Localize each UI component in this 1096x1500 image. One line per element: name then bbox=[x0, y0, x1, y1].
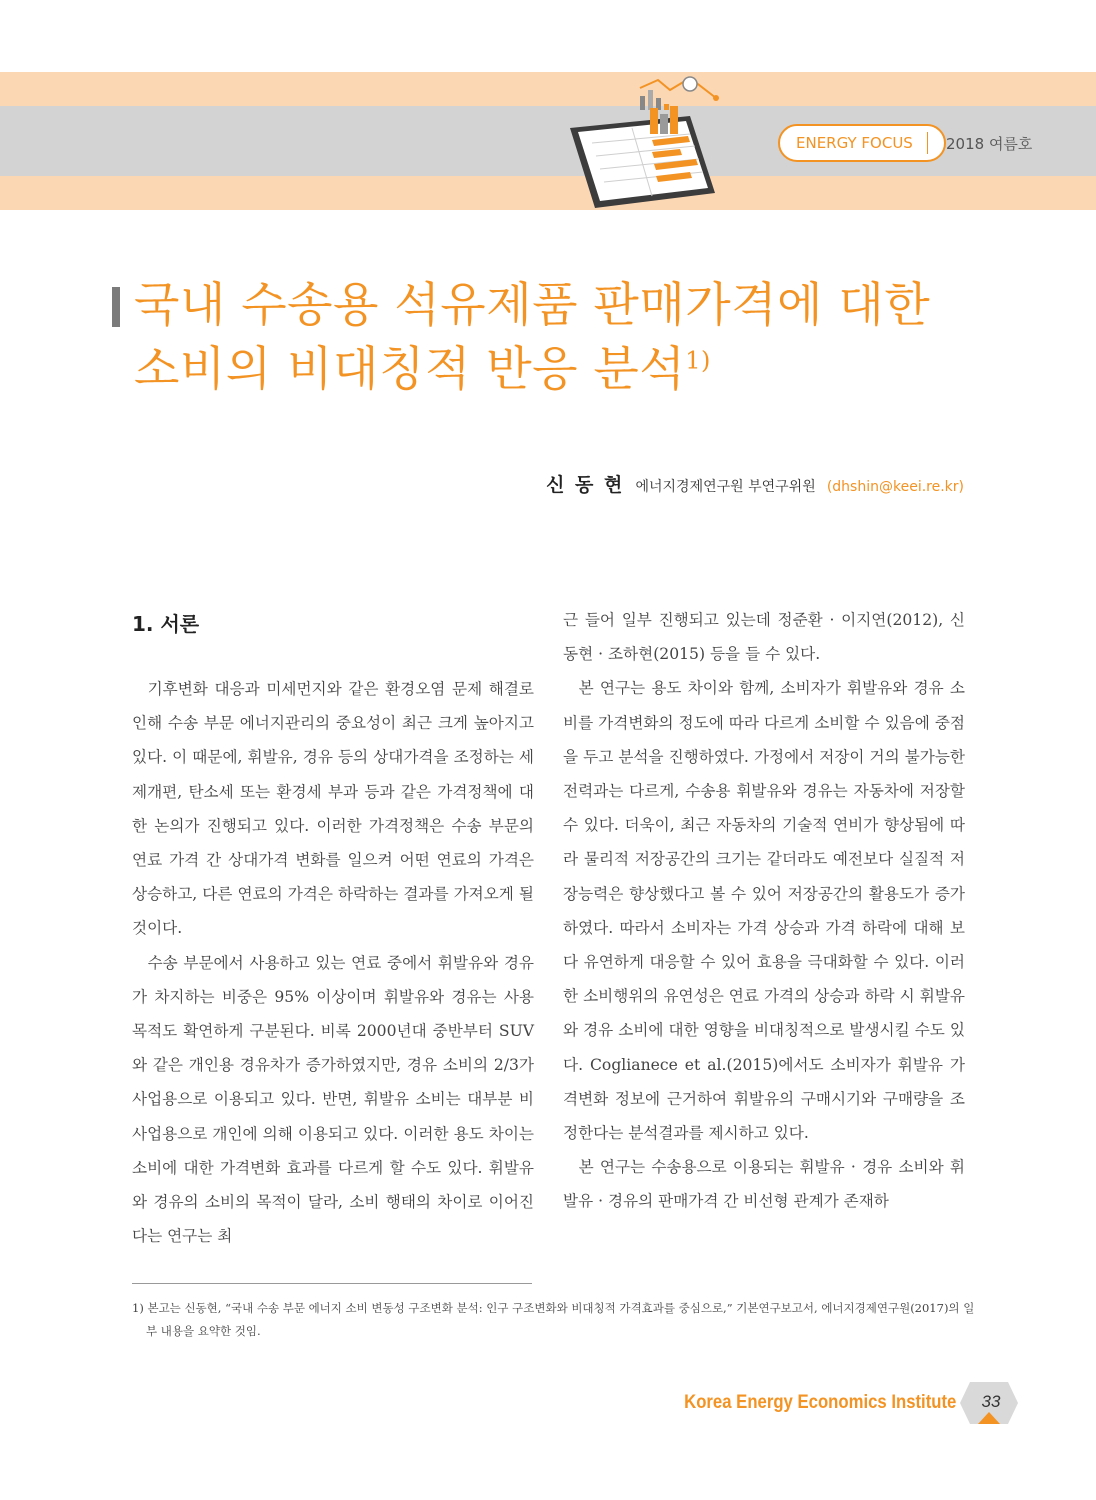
body-paragraph: 기후변화 대응과 미세먼지와 같은 환경오염 문제 해결로 인해 수송 부문 에너지관리의 중요성이 최근 크게 높아지고 있다. 이 때문에, 휘발유, 경유 등의 상대가격을 조정하는 세제개편, 탄소세 또는 환경세 부과 등과 같은 가격정책에 대한 논의가 진행되고 있다. 이러한 가격정책은 수송 부문의 연료 가격 간 상대가격 변화를 일으켜 어떤 연료의 가격은 상승하고, 다른 연료의 가격은 하락하는 결과를 가져오게 될 것이다. bbox=[132, 680, 534, 938]
footer-institute: Korea Energy Economics Institute bbox=[683, 1392, 956, 1413]
author-name: 신 동 현 bbox=[546, 474, 625, 496]
header-issue: 2018 여름호 bbox=[946, 135, 1033, 153]
body-paragraph: 근 들어 일부 진행되고 있는데 정준환 · 이지연(2012), 신동현 · 조하현(2015) 등을 들 수 있다. bbox=[563, 611, 965, 664]
title-line-2: 소비의 비대칭적 반응 분석 bbox=[134, 342, 686, 397]
title-accent-bar bbox=[112, 287, 120, 327]
tablet-bar-chart-illustration bbox=[540, 68, 740, 218]
page-number: 33 bbox=[981, 1392, 1001, 1411]
author-email: (dhshin@keei.re.kr) bbox=[826, 479, 964, 495]
header-tag-divider bbox=[927, 132, 928, 154]
header-tag-label: ENERGY FOCUS bbox=[796, 134, 913, 152]
title-line-1: 국내 수송용 석유제품 판매가격에 대한 bbox=[134, 278, 931, 333]
body-paragraph: 수송 부문에서 사용하고 있는 연료 중에서 휘발유와 경유가 차지하는 비중은 95% 이상이며 휘발유와 경유는 사용 목적도 확연하게 구분된다. 비록 2000년대 중반부터 SUV와 같은 개인용 경유차가 증가하였지만, 경유 소비의 2/3가 사업용으로 이용되고 있다. 반면, 휘발유 소비는 대부분 비사업용으로 개인에 의해 이용되고 있다. 이러한 용도 차이는 소비에 대한 가격변화 효과를 다르게 할 수도 있다. 휘발유와 경유의 소비의 목적이 달라, 소비 행태의 차이로 이어진다는 연구는 최 bbox=[132, 953, 534, 1246]
section-heading: 1. 서론 bbox=[132, 612, 200, 636]
body-paragraph: 본 연구는 용도 차이와 함께, 소비자가 휘발유와 경유 소비를 가격변화의 정도에 따라 다르게 소비할 수 있음에 중점을 두고 분석을 진행하였다. 가정에서 저장이 거의 불가능한 전력과는 다르게, 수송용 휘발유와 경유는 자동차에 저장할 수 있다. 더욱이, 최근 자동차의 기술적 연비가 향상됨에 따라 물리적 저장공간의 크기는 같더라도 예전보다 실질적 저장능력은 향상했다고 볼 수 있어 저장공간의 활용도가 증가하였다. 따라서 소비자는 가격 상승과 가격 하락에 대해 보다 유연하게 대응할 수 있어 효용을 극대화할 수 있다. 이러한 소비행위의 유연성은 연료 가격의 상승과 하락 시 휘발유와 경유 소비에 대한 영향을 비대칭적으로 발생시킬 수도 있다. Coglianece et al.(2015)에서도 소비자가 휘발유 가격변화 정보에 근거하여 휘발유의 구매시기와 구매량을 조정한다는 분석결과를 제시하고 있다. bbox=[563, 679, 965, 1143]
footnote: 1) 본고는 신동현, “국내 수송 부문 에너지 소비 변동성 구조변화 분석: 인구 구조변화와 비대칭적 가격효과를 중심으로,” 기본연구보고서, 에너지경제연구원(2017)의 일부 내용을 요약한 것임. bbox=[132, 1301, 975, 1338]
left-column bbox=[132, 672, 534, 1253]
author-line bbox=[546, 470, 964, 497]
body-paragraph: 본 연구는 수송용으로 이용되는 휘발유 · 경유 소비와 휘발유 · 경유의 판매가격 간 비선형 관계가 존재하 bbox=[563, 1158, 965, 1211]
author-affiliation: 에너지경제연구원 부연구위원 bbox=[635, 479, 816, 495]
header-section-tag bbox=[778, 124, 946, 162]
right-column bbox=[563, 603, 965, 1219]
article-title bbox=[134, 274, 930, 402]
footnote-rule bbox=[132, 1283, 532, 1284]
title-footnote-marker: 1) bbox=[685, 346, 711, 375]
